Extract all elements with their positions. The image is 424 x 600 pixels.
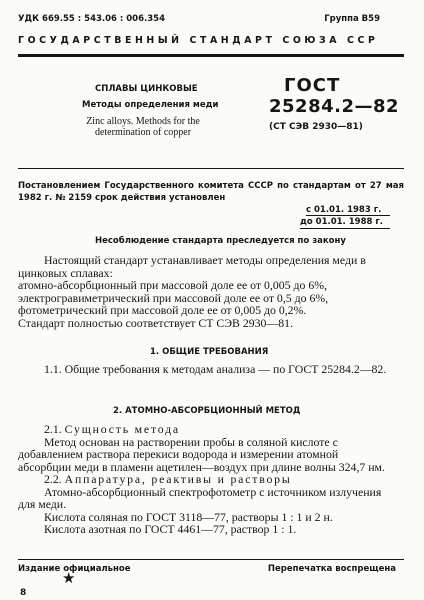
gost-number: 25284.2—82 [269, 96, 400, 117]
clause-number: 2.1. [44, 422, 62, 436]
section-2-body [18, 423, 392, 536]
star-icon: ★ [62, 571, 76, 587]
group-code: Группа В59 [324, 14, 380, 24]
subsection-heading-2-2 [18, 473, 392, 486]
infringement-notice: Несоблюдение стандарта преследуется по закону [95, 236, 346, 246]
section-heading: 1. ОБЩИЕ ТРЕБОВАНИЯ [150, 347, 269, 357]
page-number: 8 [20, 588, 27, 598]
section-heading: 2. АТОМНО-АБСОРБЦИОННЫЙ МЕТОД [113, 406, 301, 416]
method-line-aas: атомно-абсорбционный при массовой доле ее от 0,005 до 6%, [18, 278, 328, 292]
reagent-item: Кислота азотная по ГОСТ 4461—77, раствор 1 : 1. [44, 522, 297, 536]
paragraph-1-1: 1.1. Общие требования к методам анализа — по ГОСТ 25284.2—82. [44, 362, 387, 376]
state-standard-banner: ГОСУДАРСТВЕННЫЙ СТАНДАРТ СОЮЗА ССР [18, 35, 379, 46]
english-title: Zinc alloys. Methods for the determination of copper [86, 116, 200, 138]
resolution-text: Постановлением Государственного комитета СССР по стандартам от 27 мая 1982 г. № 2159 срок действия установлен [18, 181, 404, 203]
effective-date-to: до 01.01. 1988 г. [300, 217, 384, 227]
equipment-item: Атомно-абсорбционный спектрофотометр с источником излучения для меди. [18, 484, 382, 511]
reagent-item: Кислота соляная по ГОСТ 3118—77, растворы 1 : 1 и 2 н. [44, 509, 333, 524]
intro-paragraph: Настоящий стандарт устанавливает методы определения меди в цинковых сплавах: [18, 253, 366, 280]
intro-block [18, 254, 392, 329]
sev-reference: (СТ СЭВ 2930—81) [269, 122, 363, 132]
subsection-heading-2-1 [18, 423, 392, 436]
header-rule [18, 54, 404, 57]
title-rule [18, 168, 404, 169]
clause-title: Сущность метода [64, 422, 180, 436]
paragraph-2-1: Метод основан на растворении пробы в соляной кислоте с добавлением раствора перекиси водорода и измерении атомной абсорбции меди в пламени ацетилен—воздух при длине волны 324,7 нм. [18, 434, 385, 474]
conformity-line: Стандарт полностью соответствует СТ СЭВ 2930—81. [18, 315, 293, 330]
reprint-notice: Перепечатка воспрещена [267, 564, 396, 574]
document-title: СПЛАВЫ ЦИНКОВЫЕ [95, 84, 198, 94]
date-underline [300, 228, 390, 229]
clause-number: 2.2. [44, 472, 62, 486]
udk-code: УДК 669.55 : 543.06 : 006.354 [18, 14, 165, 24]
effective-date-from: с 01.01. 1983 г. [306, 205, 382, 215]
date-underline [306, 215, 390, 216]
footer-rule [18, 559, 404, 560]
document-subtitle: Методы определения меди [82, 100, 219, 110]
method-line-electro: электрогравиметрический при массовой доле ее от 0,5 до 6%, [18, 290, 329, 305]
clause-title: Аппаратура, реактивы и растворы [64, 472, 292, 486]
edition-label: Издание официальное [18, 564, 131, 574]
method-line-photo: фотометрический при массовой доле ее от 0,005 до 0,2%. [18, 303, 307, 317]
gost-label: ГОСТ [284, 75, 341, 96]
